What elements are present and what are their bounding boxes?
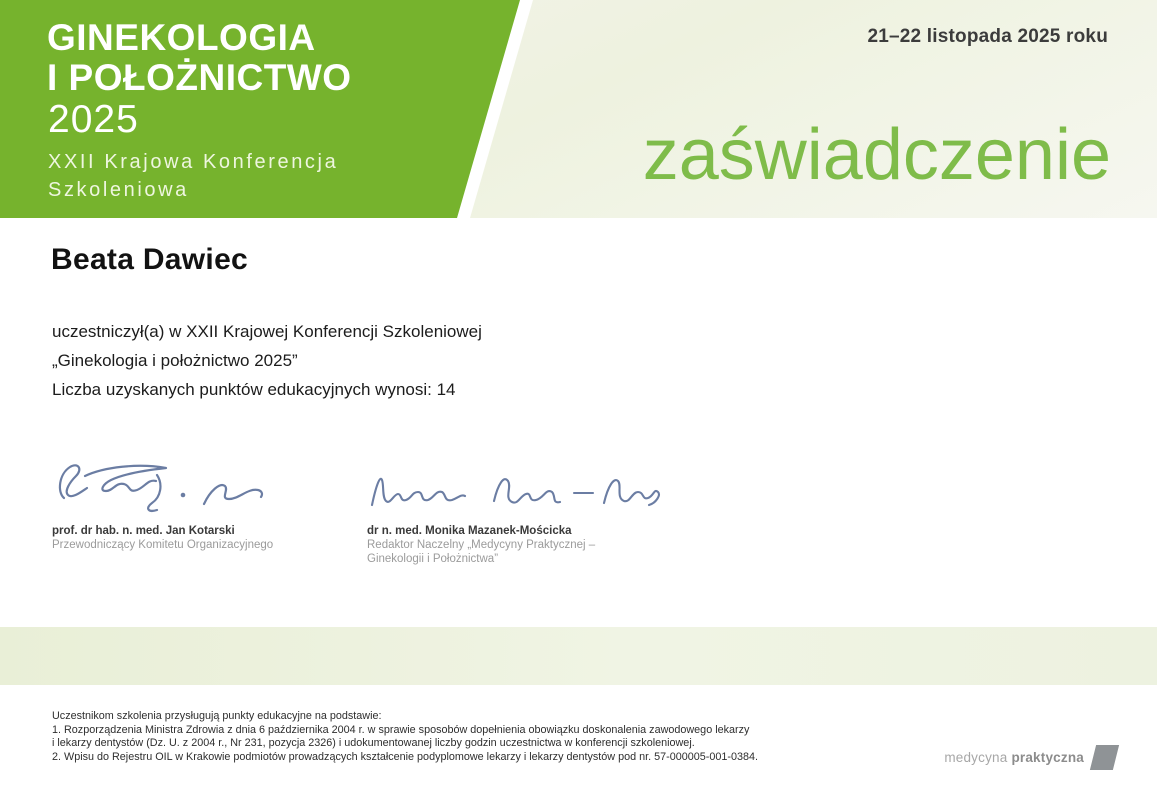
conference-title-line1: GINEKOLOGIA xyxy=(47,17,316,58)
signatory-right-role-line2: Ginekologii i Położnictwa” xyxy=(367,553,499,565)
certificate-heading: zaświadczenie xyxy=(642,115,1111,195)
conference-title xyxy=(47,18,352,98)
logo-word-praktyczna: praktyczna xyxy=(1011,749,1084,765)
logo-word-medycyna: medycyna xyxy=(944,749,1008,765)
conference-subtitle xyxy=(48,148,338,204)
event-date: 21–22 listopada 2025 roku xyxy=(867,26,1108,47)
conference-title-line2: I POŁOŻNICTWO xyxy=(47,57,352,98)
recipient-name: Beata Dawiec xyxy=(51,243,249,276)
signatory-left-name: prof. dr hab. n. med. Jan Kotarski xyxy=(52,525,235,537)
conference-subtitle-line1: XXII Krajowa Konferencja xyxy=(48,151,339,173)
medycyna-praktyczna-logo-mark xyxy=(1090,745,1119,770)
signatory-right-role-line1: Redaktor Naczelny „Medycyny Praktycznej – xyxy=(367,539,596,551)
legal-note-1a: 1. Rozporządzenia Ministra Zdrowia z dnia 6 października 2004 r. w sprawie sposobów dopełnienia obowiązku doskonalenia zawodowego lekarzy xyxy=(52,723,750,736)
bottom-accent-bar xyxy=(0,627,1157,685)
body-line-participation: uczestniczył(a) w XXII Krajowej Konferencji Szkoleniowej xyxy=(52,322,482,341)
signature-monika-mazanek-moscicka xyxy=(366,464,661,516)
body-line-points: Liczba uzyskanych punktów edukacyjnych wynosi: 14 xyxy=(52,380,456,399)
conference-subtitle-line2: Szkoleniowa xyxy=(48,179,189,201)
legal-note-1b: i lekarzy dentystów (Dz. U. z 2004 r., Nr 231, pozycja 2326) i udokumentowanej liczby godzin uczestnictwa w konferencji szkoleniowej. xyxy=(52,737,695,750)
legal-note-intro: Uczestnikom szkolenia przysługują punkty edukacyjne na podstawie: xyxy=(52,710,382,722)
signatory-right-name: dr n. med. Monika Mazanek-Mościcka xyxy=(367,525,572,537)
legal-notes xyxy=(52,710,758,765)
signatory-left xyxy=(52,524,273,552)
body-line-event: „Ginekologia i położnictwo 2025” xyxy=(52,351,298,370)
signatory-left-role: Przewodniczący Komitetu Organizacyjnego xyxy=(52,539,274,551)
medycyna-praktyczna-logo xyxy=(944,744,1116,770)
legal-note-2: 2. Wpisu do Rejestru OIL w Krakowie podmiotów prowadzących kształcenie podyplomowe lekarzy i lekarzy dentystów pod nr. 57-000005-001-0384. xyxy=(52,751,758,764)
signatory-right xyxy=(367,524,595,566)
certificate-body xyxy=(52,317,482,404)
conference-year: 2025 xyxy=(48,98,139,141)
signature-jan-kotarski xyxy=(52,446,267,526)
